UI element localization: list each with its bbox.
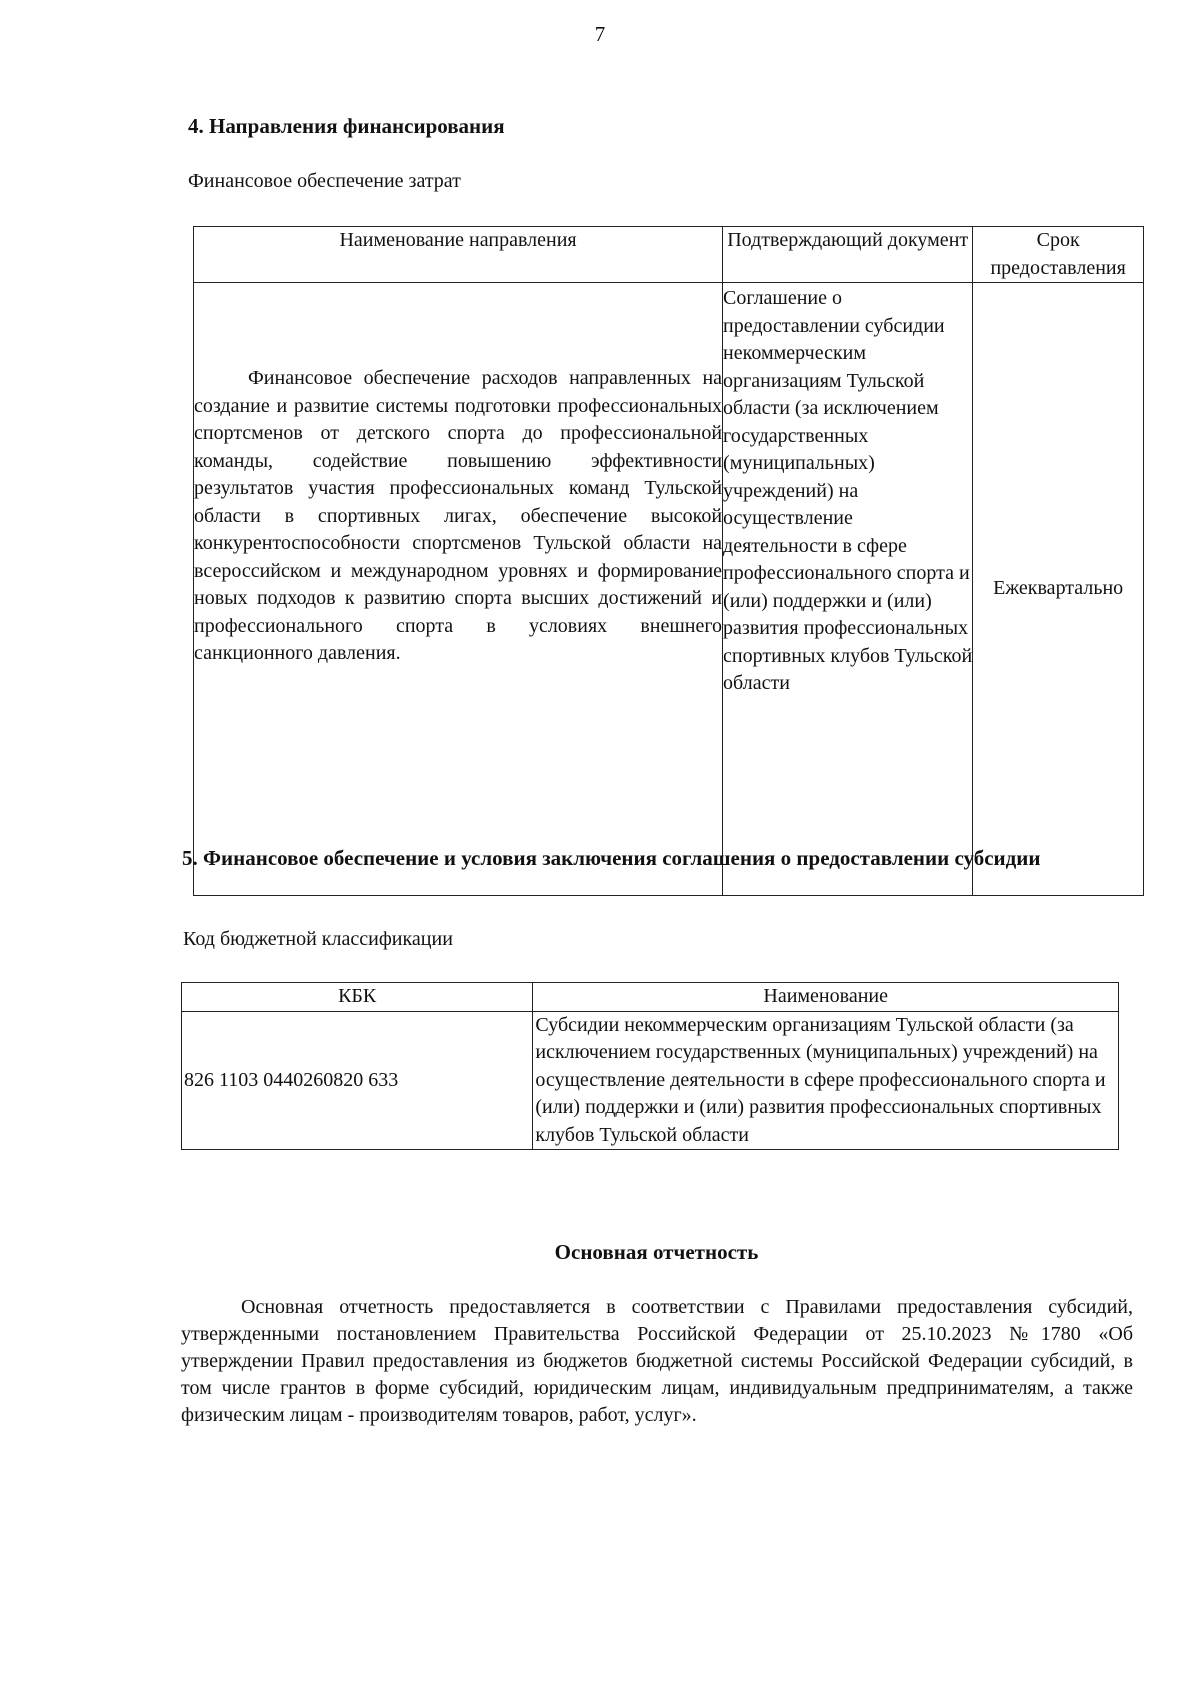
document-cell: Соглашение о предоставлении субсидии некоммерческим организациям Тульской области (за исключением государственных (муниципальных) учреждений) на осуществление деятельности в сфере профессионального спорта и (или) поддержки и (или) развития профессиональных спортивных клубов Тульской области <box>723 283 973 896</box>
direction-cell: Финансовое обеспечение расходов направленных на создание и развитие системы подготовки профессиональных спортсменов от детского спорта до профессиональной команды, содействие повышению эффективности результатов участия профессиональных команд Тульской области в спортивных лигах, обеспечение высокой конкурентоспособности спортсменов Тульской области на всероссийском и международном уровнях и формирование новых подходов к развитию спорта высших достижений и профессионального спорта в условиях внешнего санкционного давления. <box>194 283 723 896</box>
header-direction: Наименование направления <box>194 227 723 283</box>
reporting-title: Основная отчетность <box>554 1240 759 1264</box>
header-term: Срок предоставления <box>973 227 1144 283</box>
section-5-subtitle: Код бюджетной классификации <box>183 928 453 950</box>
kbk-name-cell: Субсидии некоммерческим организациям Тульской области (за исключением государственных (муниципальных) учреждений) на осуществление деятельности в сфере профессионального спорта и (или) поддержки и (или) развития профессиональных спортивных клубов Тульской области <box>533 1011 1119 1150</box>
table-header-row <box>182 983 1119 1012</box>
table-header-row <box>194 227 1144 283</box>
kbk-cell: 826 1103 0440260820 633 <box>182 1011 533 1150</box>
section-4-subtitle: Финансовое обеспечение затрат <box>188 170 461 192</box>
reporting-paragraph: Основная отчетность предоставляется в соответствии с Правилами предоставления субсидий, утвержденными постановлением Правительства Российской Федерации от 25.10.2023 №1780 «Об утверждении Правил предоставления из бюджетов бюджетной системы Российской Федерации субсидий, в том числе грантов в форме субсидий, юридическим лицам, индивидуальным предпринимателям, а также физическим лицам - производителям товаров, работ, услуг». <box>181 1296 1133 1426</box>
section-5-title: 5. Финансовое обеспечение и условия заключения соглашения о предоставлении субсидии <box>182 846 1041 870</box>
table-row <box>194 283 1144 896</box>
page-number: 7 <box>594 22 606 46</box>
header-kbk: КБК <box>182 983 533 1012</box>
term-cell: Ежеквартально <box>973 283 1144 896</box>
budget-classification-table <box>181 982 1119 1150</box>
table-row <box>182 1011 1119 1150</box>
section-4-title: 4. Направления финансирования <box>188 114 505 138</box>
financing-directions-table <box>193 226 1144 896</box>
header-document: Подтверждающий документ <box>723 227 973 283</box>
header-name: Наименование <box>533 983 1119 1012</box>
